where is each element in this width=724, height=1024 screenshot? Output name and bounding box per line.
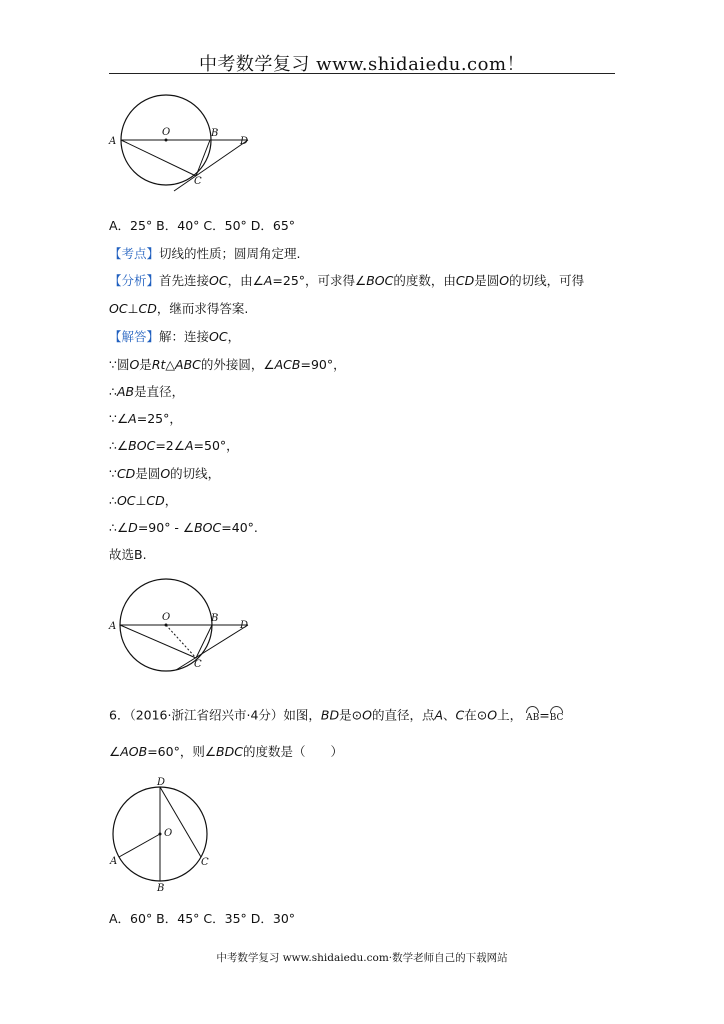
var-cd: CD bbox=[138, 301, 157, 316]
fenxi-text: 是圆 bbox=[474, 273, 500, 288]
jieda-text: ， bbox=[227, 329, 241, 344]
triangle-symbol: △ bbox=[165, 357, 176, 372]
var-c: C bbox=[455, 707, 465, 723]
q6-text: =60°，则∠ bbox=[147, 744, 217, 759]
label-d: D bbox=[240, 136, 249, 147]
step-text: ∵圆 bbox=[109, 357, 130, 372]
var-boc: BOC bbox=[194, 520, 222, 535]
var-oc: OC bbox=[209, 329, 228, 344]
q5-step6 bbox=[109, 493, 177, 509]
label-b: B bbox=[157, 883, 165, 894]
fenxi-tag: 【分析】 bbox=[109, 273, 160, 288]
step-text: 的切线， bbox=[170, 466, 221, 481]
center-dot bbox=[159, 833, 162, 836]
q5-kaodian bbox=[109, 246, 301, 262]
q5-step2 bbox=[109, 384, 184, 400]
step-text: ， bbox=[164, 493, 178, 508]
fenxi-text: ，继而求得答案. bbox=[156, 301, 249, 316]
q5-fenxi-line2 bbox=[109, 301, 248, 317]
fenxi-text: ，由∠ bbox=[227, 273, 264, 288]
step-text: =40°. bbox=[221, 520, 258, 535]
label-o: O bbox=[164, 828, 173, 839]
var-boc: BOC bbox=[128, 438, 156, 453]
label-a: A bbox=[109, 621, 117, 632]
var-o: O bbox=[487, 707, 498, 723]
label-c: C bbox=[201, 857, 209, 868]
var-oc: OC bbox=[109, 301, 128, 316]
label-c: C bbox=[194, 176, 202, 187]
var-o: O bbox=[129, 357, 140, 372]
q5-options: A．25° B．40° C．50° D．65° bbox=[109, 218, 296, 233]
var-a: A bbox=[434, 707, 444, 723]
center-dot bbox=[165, 624, 168, 627]
kaodian-tag: 【考点】 bbox=[109, 246, 160, 261]
header-divider bbox=[109, 73, 615, 74]
fenxi-text: 首先连接 bbox=[159, 273, 210, 288]
perp-symbol: ⊥ bbox=[127, 301, 139, 316]
line-ao bbox=[119, 834, 160, 857]
label-c: C bbox=[194, 659, 202, 670]
q6-text: 是⊙ bbox=[339, 707, 363, 723]
perp-symbol: ⊥ bbox=[135, 493, 147, 508]
page-footer: 中考数学复习 www.shidaiedu.com·数学老师自己的下载网站 bbox=[216, 952, 508, 964]
jieda-text: 解：连接 bbox=[159, 329, 210, 344]
var-boc: BOC bbox=[366, 273, 394, 288]
step-text: 的外接圆，∠ bbox=[200, 357, 275, 372]
label-a: A bbox=[109, 136, 117, 147]
q5-step1 bbox=[109, 357, 346, 373]
var-a: A bbox=[184, 438, 194, 453]
jieda-tag: 【解答】 bbox=[109, 329, 160, 344]
q5-step3 bbox=[109, 411, 182, 427]
step-text: ∵∠ bbox=[109, 411, 129, 426]
center-dot bbox=[165, 139, 168, 142]
q6-text: ∠ bbox=[109, 744, 121, 759]
var-aob: AOB bbox=[120, 744, 148, 759]
equals-sign: = bbox=[539, 707, 550, 723]
step-text: ∴ bbox=[109, 493, 117, 508]
var-bdc: BDC bbox=[216, 744, 243, 759]
var-cd: CD bbox=[455, 273, 475, 288]
var-cd: CD bbox=[146, 493, 165, 508]
label-d: D bbox=[157, 777, 166, 788]
var-oc: OC bbox=[209, 273, 228, 288]
step-text: ∴∠ bbox=[109, 438, 129, 453]
q6-stem-line1 bbox=[109, 706, 563, 726]
step-text: 是 bbox=[139, 357, 152, 372]
var-ab: AB bbox=[116, 384, 135, 399]
var-abc: ABC bbox=[175, 357, 201, 372]
step-text: =25°， bbox=[136, 411, 182, 426]
var-o: O bbox=[160, 466, 171, 481]
var-a: A bbox=[263, 273, 273, 288]
q5-fenxi-line1 bbox=[109, 273, 584, 289]
q6-text: 的度数是（ ） bbox=[242, 744, 343, 759]
fenxi-text: 的度数，由 bbox=[393, 273, 456, 288]
label-a: A bbox=[110, 856, 118, 867]
figure-circle-diameter bbox=[106, 776, 216, 896]
q5-step5 bbox=[109, 466, 220, 482]
label-o: O bbox=[162, 612, 171, 623]
tangent-line bbox=[174, 140, 248, 191]
step-text: ∵ bbox=[109, 466, 117, 481]
page-header: 中考数学复习 www.shidaiedu.com！ bbox=[198, 54, 526, 75]
kaodian-text: 切线的性质；圆周角定理. bbox=[159, 246, 301, 261]
step-text: =50°， bbox=[193, 438, 239, 453]
step-text: 是圆 bbox=[135, 466, 161, 481]
var-cd: CD bbox=[116, 466, 136, 481]
var-oc: OC bbox=[116, 493, 136, 508]
arc-bc: BC bbox=[550, 706, 564, 726]
q6-options: A．60° B．45° C．35° D．30° bbox=[109, 911, 296, 926]
q6-text: 在⊙ bbox=[464, 707, 488, 723]
var-o: O bbox=[499, 273, 510, 288]
step-text: ∴∠ bbox=[109, 520, 129, 535]
q6-text: 6．（2016·浙江省绍兴市·4分）如图， bbox=[109, 707, 321, 723]
line-oc-dashed bbox=[166, 625, 196, 658]
figure-circle-tangent-2 bbox=[108, 578, 258, 674]
var-bd: BD bbox=[320, 707, 340, 723]
step-text: =90°， bbox=[300, 357, 346, 372]
figure-circle-tangent-1 bbox=[108, 92, 258, 196]
q5-step4 bbox=[109, 438, 239, 454]
step-text: ∴ bbox=[109, 384, 117, 399]
line-ac bbox=[120, 625, 196, 658]
var-a: A bbox=[128, 411, 137, 426]
step-text: =90° - ∠ bbox=[137, 520, 195, 535]
line-dc bbox=[160, 787, 201, 857]
label-d: D bbox=[240, 620, 249, 631]
label-o: O bbox=[162, 127, 171, 138]
q5-jieda bbox=[109, 329, 240, 345]
label-b: B bbox=[211, 613, 219, 624]
q6-text: 的直径，点 bbox=[371, 707, 435, 723]
fenxi-text: 的切线，可得 bbox=[509, 273, 585, 288]
q5-answer: 故选B. bbox=[109, 547, 147, 562]
q6-stem-line2 bbox=[109, 744, 343, 760]
var-rt: Rt bbox=[151, 357, 166, 372]
q6-text: 、 bbox=[443, 707, 456, 723]
q6-text: 上， bbox=[497, 707, 523, 723]
q5-step7 bbox=[109, 520, 258, 536]
label-b: B bbox=[211, 128, 219, 139]
var-d: D bbox=[128, 520, 138, 535]
step-text: 是直径， bbox=[134, 384, 185, 399]
var-acb: ACB bbox=[274, 357, 301, 372]
step-text: =2∠ bbox=[155, 438, 185, 453]
var-o: O bbox=[362, 707, 372, 723]
fenxi-text: =25°，可求得∠ bbox=[272, 273, 367, 288]
arc-ab: AB bbox=[526, 706, 539, 726]
